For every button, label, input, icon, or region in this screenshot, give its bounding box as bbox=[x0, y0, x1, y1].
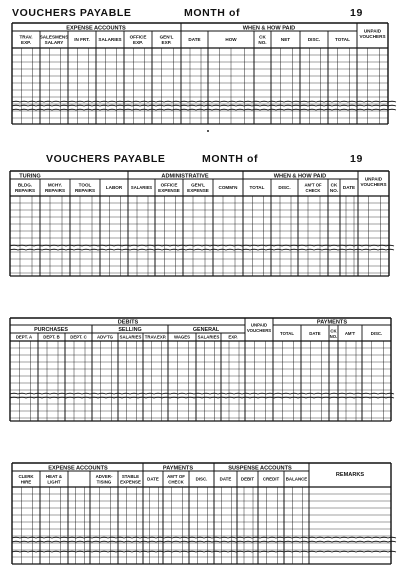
column-header-label: REPAIRS bbox=[44, 188, 66, 193]
column-header-label: EXPENSE bbox=[187, 188, 209, 193]
column-header-label: REPAIRS bbox=[74, 188, 96, 193]
column-header-label: DEPT. B bbox=[43, 334, 60, 340]
column-header-label: DATE bbox=[219, 476, 232, 482]
form1-year-label: 19 bbox=[350, 7, 363, 19]
column-header-label: AM'T OF bbox=[167, 473, 185, 479]
column-header-label: CHECK bbox=[168, 479, 184, 485]
group-header-payments: PAYMENTS bbox=[162, 465, 194, 472]
column-header-label: CLERK bbox=[18, 473, 34, 479]
group-header-expense-accounts: EXPENSE ACCOUNTS bbox=[48, 465, 108, 472]
column-header-label: VOUCHERS bbox=[360, 182, 387, 187]
group-header-debits: DEBITS bbox=[117, 319, 139, 326]
tear-line bbox=[10, 249, 394, 250]
form1-ledger-grid bbox=[0, 22, 400, 126]
group-header-when-how-paid: WHEN & HOW PAID bbox=[242, 25, 296, 32]
form2-title-row bbox=[12, 153, 388, 167]
column-header-label: LABOR bbox=[105, 185, 123, 190]
group-header-when-how-paid: WHEN & HOW PAID bbox=[273, 173, 327, 180]
form3-ledger-grid bbox=[0, 317, 400, 423]
group-header-selling: SELLING bbox=[118, 327, 142, 333]
column-header-label: CHECK bbox=[305, 188, 321, 193]
column-header-label: SALARIES bbox=[98, 37, 122, 42]
column-header-label: HIRE bbox=[20, 479, 32, 485]
column-header-label: EXP. bbox=[21, 40, 31, 45]
column-header-label: OFFICE bbox=[129, 34, 147, 40]
column-header-label: CK bbox=[259, 34, 266, 40]
form2-ledger-grid bbox=[0, 170, 400, 278]
column-header-label: AM'T bbox=[344, 331, 356, 336]
column-header-label: WAGES bbox=[174, 334, 190, 340]
column-header-label: ADV'TG bbox=[96, 334, 114, 340]
column-header-label: BLDG. bbox=[17, 182, 33, 188]
column-header-label: CK bbox=[330, 328, 337, 334]
column-header-label: GEN'L bbox=[159, 34, 174, 40]
column-header-label: VOUCHERS bbox=[246, 328, 272, 333]
column-header-label: HOW bbox=[225, 37, 237, 42]
column-header-label: EXP. bbox=[161, 40, 172, 45]
form1-month-label: MONTH of bbox=[184, 7, 241, 19]
column-header-label: TOTAL bbox=[249, 185, 265, 190]
column-header-label: NO. bbox=[258, 40, 267, 45]
punch-dot bbox=[207, 130, 209, 132]
column-header-label: AM'T OF bbox=[304, 182, 322, 188]
group-header-payments: PAYMENTS bbox=[316, 319, 348, 326]
form4-ledger-grid bbox=[0, 462, 400, 566]
column-header-label: HEAT & bbox=[45, 473, 63, 479]
column-header-label: UNPAID bbox=[363, 28, 382, 34]
column-header-label: CREDIT bbox=[262, 476, 280, 482]
column-header-label: LIGHT bbox=[47, 479, 61, 485]
column-header-label: TOOL bbox=[78, 182, 92, 188]
column-header-label: NO. bbox=[329, 334, 338, 339]
group-header-expense-accounts: EXPENSE ACCOUNTS bbox=[66, 25, 126, 32]
tear-line bbox=[10, 393, 394, 394]
column-header-label: MCHY. bbox=[47, 182, 63, 188]
column-header-label: SALARIES bbox=[119, 334, 142, 340]
tear-line bbox=[12, 105, 396, 106]
column-header-label: DEPT. C bbox=[70, 334, 87, 340]
form2-month-label: MONTH of bbox=[202, 153, 259, 165]
group-header-general: GENERAL bbox=[192, 327, 220, 333]
column-header-label: NET bbox=[280, 37, 291, 42]
group-header-suspense-accounts: SUSPENSE ACCOUNTS bbox=[228, 465, 292, 472]
column-header-label: EXPENSE bbox=[158, 188, 180, 193]
column-header-label: EXP. bbox=[133, 40, 143, 45]
tear-line bbox=[12, 537, 396, 538]
column-header-label: SALARIES bbox=[130, 185, 153, 190]
column-header-label: DATE bbox=[342, 185, 356, 190]
tear-line bbox=[12, 551, 396, 552]
column-header-label: DATE bbox=[147, 476, 159, 482]
column-header-label: DISC. bbox=[370, 331, 383, 336]
remarks-header: REMARKS bbox=[335, 472, 365, 478]
column-header-label: COMM'N bbox=[218, 185, 238, 190]
form1-title: VOUCHERS PAYABLE bbox=[12, 7, 132, 19]
column-header-label: SALARY bbox=[44, 40, 64, 45]
group-header-turing: TURING bbox=[19, 173, 41, 180]
tear-line bbox=[12, 541, 396, 542]
group-header-administrative: ADMINISTRATIVE bbox=[161, 173, 209, 180]
column-header-label: SALARIES bbox=[197, 334, 220, 340]
column-header-label: OFFICE bbox=[160, 182, 178, 188]
column-header-label: TOTAL bbox=[280, 331, 294, 336]
column-header-label: DATE bbox=[188, 37, 201, 42]
column-header-label: CK bbox=[330, 182, 338, 188]
form2-year-label: 19 bbox=[350, 153, 363, 165]
column-header-label: DEBIT bbox=[240, 476, 255, 482]
group-header-purchases: PURCHASES bbox=[34, 327, 68, 333]
column-header-label: DISC. bbox=[307, 37, 321, 42]
column-header-label: NO. bbox=[329, 188, 339, 193]
form2-title: VOUCHERS PAYABLE bbox=[46, 153, 166, 165]
column-header-label: DISC. bbox=[278, 185, 291, 190]
column-header-label: DISC. bbox=[195, 476, 208, 482]
column-header-label: ADVER- bbox=[95, 473, 113, 479]
column-header-label: IN FRT. bbox=[74, 37, 90, 42]
column-header-label: EXPENSE bbox=[120, 479, 141, 485]
column-header-label: UNPAID bbox=[250, 322, 268, 328]
column-header-label: BALANCE bbox=[285, 476, 308, 482]
column-header-label: VOUCHERS bbox=[359, 34, 386, 39]
column-header-label: DEPT. A bbox=[15, 334, 33, 340]
column-header-label: TISING bbox=[96, 479, 112, 485]
tear-line bbox=[12, 109, 396, 110]
column-header-label: SALESMENS bbox=[39, 34, 69, 40]
tear-line bbox=[10, 245, 394, 246]
column-header-label: UNPAID bbox=[364, 176, 383, 182]
tear-line bbox=[12, 101, 396, 102]
column-header-label: TOTAL bbox=[335, 37, 350, 42]
column-header-label: EXP. bbox=[228, 334, 238, 340]
column-header-label: DATE bbox=[309, 331, 321, 336]
column-header-label: GEN'L bbox=[191, 182, 205, 188]
column-header-label: TRAV.EXP. bbox=[144, 334, 167, 340]
tear-line bbox=[10, 397, 394, 398]
column-header-label: REPAIRS bbox=[14, 188, 36, 193]
column-header-label: TRAV. bbox=[19, 34, 33, 40]
column-header-label: STABLE bbox=[121, 473, 140, 479]
form1-title-row bbox=[12, 7, 388, 21]
